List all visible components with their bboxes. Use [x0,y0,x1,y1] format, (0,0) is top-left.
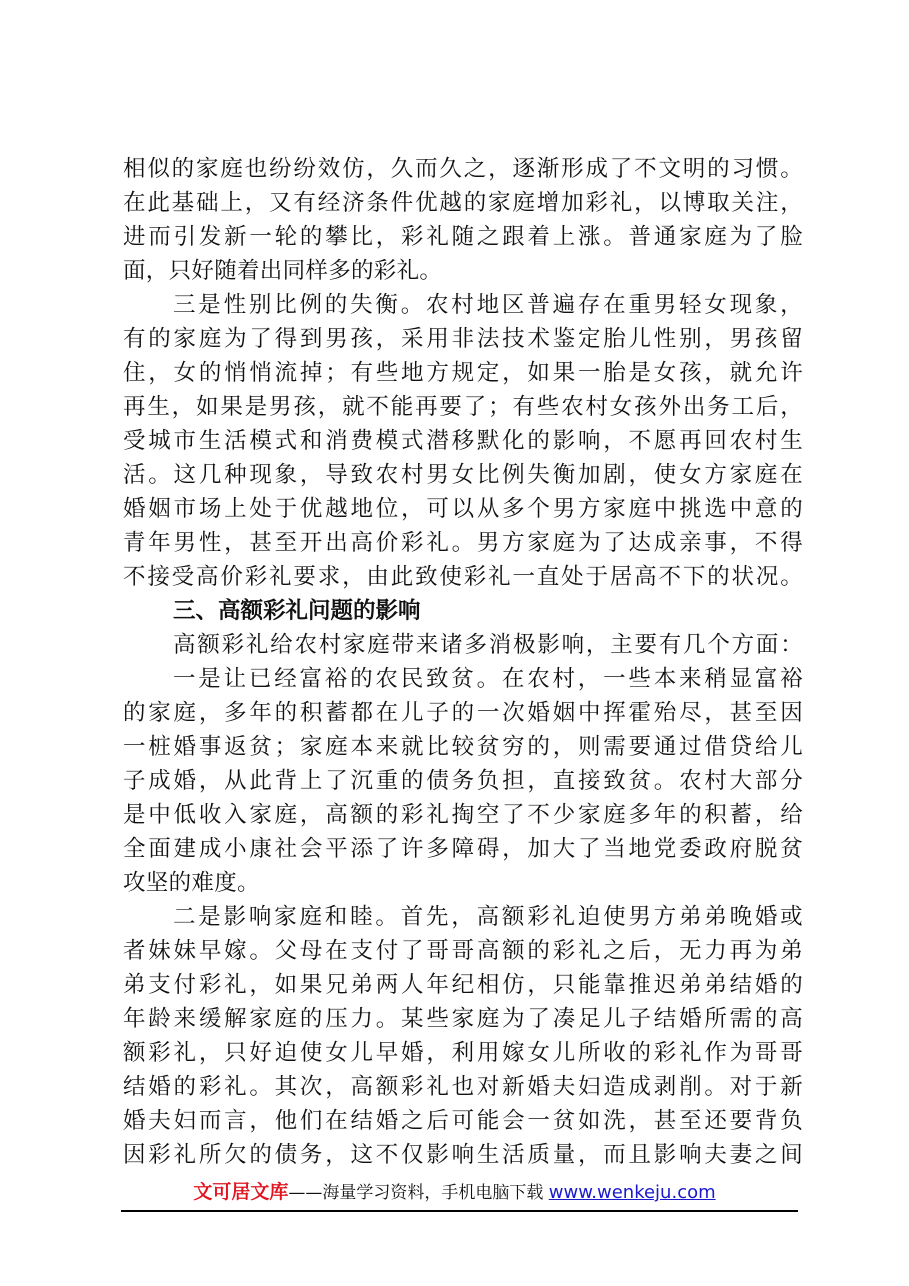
text-line: 年龄来缓解家庭的压力。某些家庭为了凑足儿子结婚所需的高 [123,1006,803,1032]
text-line: 住，女的悄悄流掉；有些地方规定，如果一胎是女孩，就允许 [123,360,803,386]
text-line: 一是让已经富裕的农民致贫。在农村，一些本来稍显富裕 [173,666,803,692]
footer-divider [121,1210,798,1212]
text-line: 青年男性，甚至开出高价彩礼。男方家庭为了达成亲事，不得 [123,530,803,556]
text-line: 高额彩礼给农村家庭带来诸多消极影响，主要有几个方面： [173,632,803,658]
text-line: 有的家庭为了得到男孩，采用非法技术鉴定胎儿性别，男孩留 [123,326,803,352]
text-line: 攻坚的难度。 [123,870,260,896]
text-line: 结婚的彩礼。其次，高额彩礼也对新婚夫妇造成剥削。对于新 [123,1074,803,1100]
text-line: 婚夫妇而言，他们在结婚之后可能会一贫如洗，甚至还要背负 [123,1108,803,1134]
footer-link[interactable]: www.wenkeju.com [548,1182,716,1203]
text-line: 受城市生活模式和消费模式潜移默化的影响，不愿再回农村生 [123,428,803,454]
text-line: 额彩礼，只好迫使女儿早婚，利用嫁女儿所收的彩礼作为哥哥 [123,1040,803,1066]
section-heading: 三、高额彩礼问题的影响 [173,598,421,624]
text-line: 三是性别比例的失衡。农村地区普遍存在重男轻女现象， [173,292,803,318]
text-line: 相似的家庭也纷纷效仿，久而久之，逐渐形成了不文明的习惯。 [123,156,803,182]
footer-tagline: ——海量学习资料，手机电脑下载 [288,1183,549,1203]
text-line: 再生，如果是男孩，就不能再要了；有些农村女孩外出务工后， [123,394,803,420]
text-line: 不接受高价彩礼要求，由此致使彩礼一直处于居高不下的状况。 [123,564,803,590]
text-line: 全面建成小康社会平添了许多障碍，加大了当地党委政府脱贫 [123,836,803,862]
text-line: 在此基础上，又有经济条件优越的家庭增加彩礼，以博取关注， [123,190,803,216]
text-line: 婚姻市场上处于优越地位，可以从多个男方家庭中挑选中意的 [123,496,803,522]
text-line: 子成婚，从此背上了沉重的债务负担，直接致贫。农村大部分 [123,768,803,794]
text-line: 面，只好随着出同样多的彩礼。 [123,258,443,284]
text-line: 活。这几种现象，导致农村男女比例失衡加剧，使女方家庭在 [123,462,803,488]
footer-brand: 文可居文库 [193,1181,289,1203]
text-line: 一桩婚事返贫；家庭本来就比较贫穷的，则需要通过借贷给儿 [123,734,803,760]
page-footer [0,1178,909,1207]
text-line: 弟支付彩礼，如果兄弟两人年纪相仿，只能靠推迟弟弟结婚的 [123,972,803,998]
text-line: 进而引发新一轮的攀比，彩礼随之跟着上涨。普通家庭为了脸 [123,224,803,250]
text-line: 者妹妹早嫁。父母在支付了哥哥高额的彩礼之后，无力再为弟 [123,938,803,964]
text-line: 二是影响家庭和睦。首先，高额彩礼迫使男方弟弟晚婚或 [173,904,803,930]
text-line: 是中低收入家庭，高额的彩礼掏空了不少家庭多年的积蓄，给 [123,802,803,828]
text-line: 因彩礼所欠的债务，这不仅影响生活质量，而且影响夫妻之间 [123,1142,803,1168]
text-line: 的家庭，多年的积蓄都在儿子的一次婚姻中挥霍殆尽，甚至因 [123,700,803,726]
